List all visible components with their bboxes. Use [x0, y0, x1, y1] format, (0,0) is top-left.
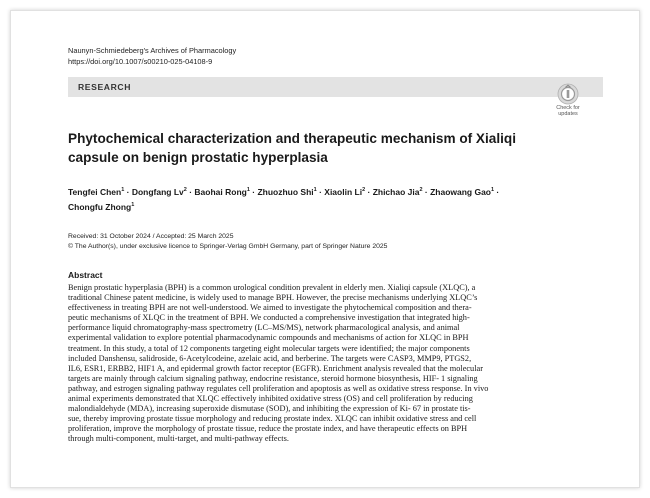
abstract-line: peutic mechanisms of XLQC in the treatment of BPH. We conducted a comprehensive investigation that integrated high-: [68, 313, 470, 323]
article-history: [68, 232, 387, 251]
abstract-line: experimental validation to explore potential pharmacodynamic compounds and mechanisms of action for XLQC in BPH: [68, 333, 469, 343]
paper-title-line1: Phytochemical characterization and therapeutic mechanism of Xialiqi: [68, 131, 516, 146]
abstract-line: traditional Chinese patent medicine, is widely used to manage BPH. However, the precise mechanisms underlying XLQC’s: [68, 293, 478, 303]
paper-page: [10, 10, 640, 488]
abstract-line: Benign prostatic hyperplasia (BPH) is a common urological condition prevalent in elderly men. Xialiqi capsule (XLQC), a: [68, 283, 476, 292]
author-affiliation: 2: [419, 187, 423, 193]
author-affiliation: 1: [246, 187, 250, 193]
author-name[interactable]: Zhaowang Gao: [430, 186, 491, 197]
author-affiliation: 1: [131, 201, 135, 208]
abstract-line: animal experiments demonstrated that XLQC effectively inhibited oxidative stress (OS) and cell proliferation by reducing: [68, 394, 473, 404]
author-list: [68, 184, 588, 214]
section-label: RESEARCH: [78, 82, 132, 92]
abstract-line: malondialdehyde (MDA), increasing superoxide dismutase (SOD), and inhibiting the expression of Ki- 67 in prostate tis-: [68, 404, 471, 414]
abstract-line: sue, thereby improving prostate tissue morphology and reducing prostate index. XLQC can inhibit oxidative stress and cell: [68, 414, 477, 424]
author-name[interactable]: Xiaolin Li: [324, 186, 363, 197]
author-affiliation: 2: [183, 187, 187, 193]
journal-name: Naunyn-Schmiedeberg's Archives of Pharmacology: [68, 46, 237, 55]
author-affiliation: 1: [491, 187, 495, 193]
author-name[interactable]: Zhichao Jia: [372, 186, 420, 197]
journal-doi-link[interactable]: https://doi.org/10.1007/s00210-025-04108-9: [68, 57, 213, 66]
author-name[interactable]: Dongfang Lv: [131, 186, 184, 197]
author-affiliation: 2: [362, 187, 366, 193]
check-for-updates-badge[interactable]: [551, 83, 585, 123]
abstract-line: treatment. In this study, a total of 12 components targeting eight molecular targets were identified; the major components: [68, 343, 470, 353]
section-banner: [68, 77, 603, 97]
abstract-line: performance liquid chromatography-mass spectrometry (LC–MS/MS), network pharmacological analysis, and animal: [68, 323, 460, 333]
abstract-line: IL6, ESR1, ERBB2, HIF1 A, and epidermal growth factor receptor (EGFR). Enrichment analysis revealed that the molecular: [68, 363, 483, 373]
abstract-heading: Abstract: [68, 270, 103, 280]
abstract-line: pathway, and estrogen signaling pathway regulates cell proliferation and apoptosis as well as oxidative stress response. In vivo: [68, 383, 489, 393]
journal-header: [68, 45, 236, 67]
abstract-line: through multi-component, multi-target, and multi-pathway effects.: [68, 434, 289, 444]
abstract-line: effectiveness in treating BPH are not well-understood. We aimed to investigate the phytochemical composition and thera-: [68, 303, 472, 313]
check-for-line1: Check for: [556, 105, 580, 111]
author-line-2: [68, 199, 588, 214]
paper-title: [68, 129, 558, 167]
copyright-notice: © The Author(s), under exclusive licence to Springer-Verlag GmbH Germany, part of Springer Nature 2025: [68, 242, 388, 250]
author-name[interactable]: Chongfu Zhong: [68, 201, 132, 212]
author-name[interactable]: Baohai Rong: [194, 186, 247, 197]
abstract-line: proliferation, improve the morphology of prostate tissue, reduce the prostate index, and have therapeutic effects on BPH: [68, 424, 468, 434]
check-for-updates-icon: [557, 83, 579, 105]
check-for-line2: updates: [558, 111, 578, 117]
abstract-body: [68, 283, 596, 445]
author-affiliation: 1: [121, 187, 125, 193]
abstract-line: targets are mainly through calcium signaling pathway, endocrine resistance, steroid hormone biosynthesis, HIF- 1 signaling: [68, 373, 478, 383]
paper-title-line2: capsule on benign prostatic hyperplasia: [68, 150, 328, 165]
abstract-line: included Danshensu, salidroside, 6-Acetylcodeine, azelaic acid, and berberine. The targets were CASP3, MMP9, PTGS2,: [68, 353, 472, 363]
author-name[interactable]: Tengfei Chen: [68, 186, 122, 197]
author-name[interactable]: Zhuozhuo Shi: [257, 186, 314, 197]
author-line-1: Tengfei Chen$^1$ · Dongfang $Lv^2$ · Baohai Rong$^1$ · Zhuozhuo Shi$^1$ · Xiaolin $Li^2$ · Zhichao Jia$^2$ · Zhaowang Gao$^1$ ·: [68, 186, 500, 197]
received-accepted-dates: Received: 31 October 2024 / Accepted: 25 March 2025: [68, 233, 234, 240]
author-affiliation: 1: [313, 187, 317, 193]
